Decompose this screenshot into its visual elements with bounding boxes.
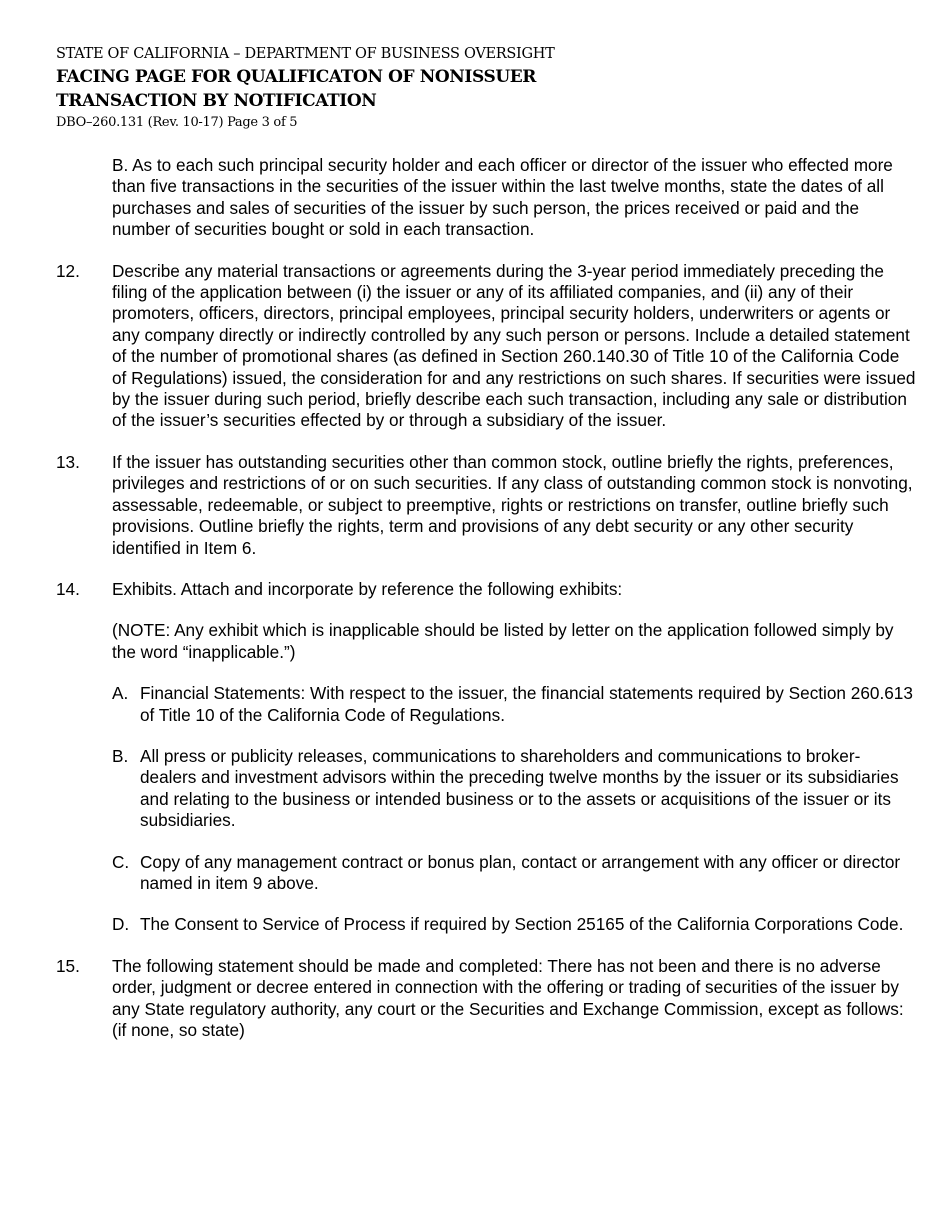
document-body	[56, 155, 916, 1061]
exhibit-b-letter: B.	[112, 745, 129, 766]
form-number-page: DBO–260.131 (Rev. 10-17) Page 3 of 5	[56, 115, 298, 130]
item-13	[56, 452, 916, 559]
item-12-text: Describe any material transactions or agreements during the 3-year period immediately preceding the filing of the application between (i) the issuer or any of its affiliated companies, and (ii) any of their promoters, officers, directors, principal employees, principal security holders, underwriters or agents or any company directly or indirectly controlled by any such person or persons. Include a detailed statement of the number of promotional shares (as defined in Section 260.140.30 of Title 10 of the California Code of Regulations) issued, the consideration for and any restrictions on such shares. If securities were issued by the issuer during such period, briefly describe each such transaction, including any sale or distribution of the issuer’s securities effected by or through a subsidiary of the issuer.	[112, 260, 916, 431]
exhibit-a-text: Financial Statements: With respect to the issuer, the financial statements required by Section 260.613 of Title 10 of the California Code of Regulations.	[140, 683, 913, 725]
exhibit-a	[56, 683, 916, 726]
item-11b-text: B. As to each such principal security holder and each officer or director of the issuer who effected more than five transactions in the securities of the issuer within the last twelve months, state the dates of all purchases and sales of securities of the issuer by such person, the prices received or paid and the number of securities bought or sold in each transaction.	[112, 155, 893, 240]
exhibit-b	[56, 746, 916, 832]
form-title-line-1: FACING PAGE FOR QUALIFICATON OF NONISSUER	[56, 67, 537, 87]
item-14-number: 14.	[56, 578, 80, 599]
item-13-text: If the issuer has outstanding securities other than common stock, outline briefly the rights, preferences, privileges and restrictions of or on such securities. If any class of outstanding common stock is nonvoting, assessable, redeemable, or subject to preemptive, rights or restrictions on transfer, outline briefly such provisions. Outline briefly the rights, term and provisions of any debt security or any other security identified in Item 6.	[112, 451, 913, 558]
exhibit-a-letter: A.	[112, 683, 129, 704]
item-12	[56, 261, 916, 432]
exhibit-c-letter: C.	[112, 851, 130, 872]
item-15	[56, 956, 916, 1042]
exhibit-d-text: The Consent to Service of Process if required by Section 25165 of the California Corporations Code.	[140, 914, 904, 935]
item-14	[56, 579, 916, 600]
item-14-note	[56, 620, 916, 663]
item-15-number: 15.	[56, 955, 80, 976]
agency-name: STATE OF CALIFORNIA – DEPARTMENT OF BUSINESS OVERSIGHT	[56, 46, 555, 62]
item-11b	[56, 155, 916, 241]
item-14-note-text: (NOTE: Any exhibit which is inapplicable should be listed by letter on the application followed simply by the word “inapplicable.”)	[112, 620, 894, 662]
exhibit-c	[56, 852, 916, 895]
exhibit-c-text: Copy of any management contract or bonus plan, contact or arrangement with any officer or director named in item 9 above.	[140, 851, 901, 893]
exhibit-d-letter: D.	[112, 914, 130, 935]
item-15-text: The following statement should be made and completed: There has not been and there is no adverse order, judgment or decree entered in connection with the offering or trading of securities of the issuer by any State regulatory authority, any court or the Securities and Exchange Commission, except as follows: (if none, so state)	[112, 955, 904, 1040]
form-title-line-2: TRANSACTION BY NOTIFICATION	[56, 91, 377, 111]
exhibit-d	[56, 914, 916, 935]
page-header	[56, 44, 554, 133]
item-14-text: Exhibits. Attach and incorporate by reference the following exhibits:	[112, 578, 623, 599]
exhibit-b-text: All press or publicity releases, communications to shareholders and communications to broker-dealers and investment advisors within the preceding twelve months by the issuer or its subsidiaries and relating to the business or intended business or to the assets or acquisitions of the issuer or its subsidiaries.	[140, 745, 899, 831]
item-12-number: 12.	[56, 260, 80, 281]
item-13-number: 13.	[56, 451, 80, 472]
